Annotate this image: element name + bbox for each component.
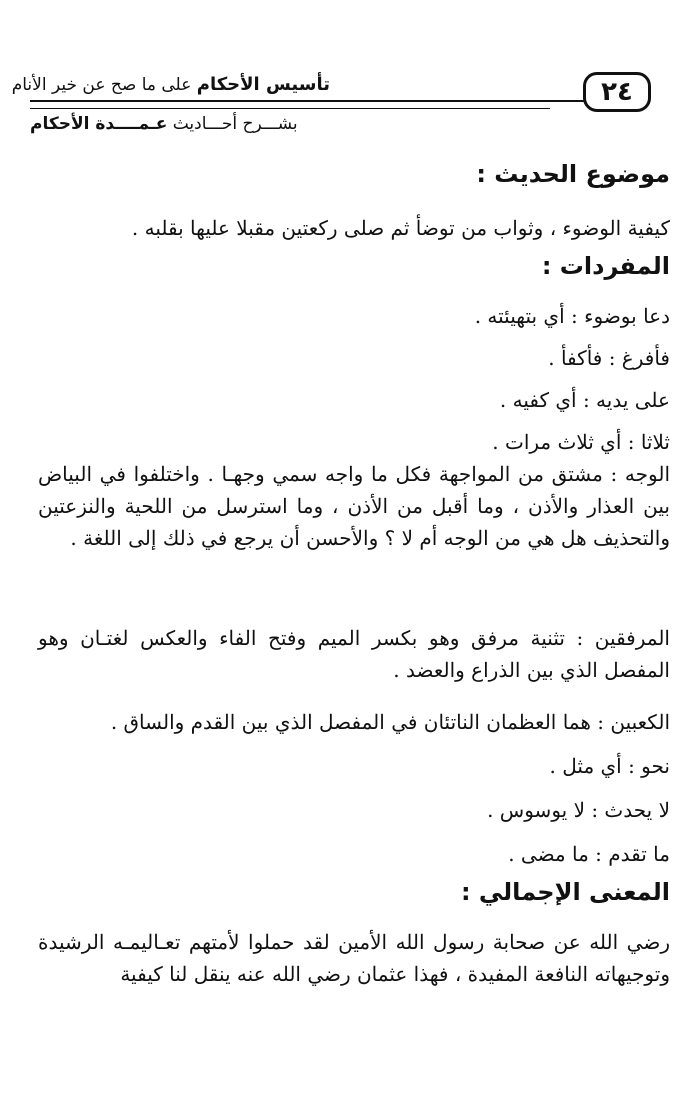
header-rule-mid xyxy=(30,108,550,109)
vocab-item: المرفقين : تثنية مرفق وهو بكسر الميم وفتح الفاء والعكس لغتـان وهو المفصل الذي بين الذراع والعضد . xyxy=(38,626,670,682)
book-subtitle-bold: عـمــــدة الأحكام xyxy=(30,114,168,134)
vocab-item: ما تقدم : ما مضى . xyxy=(508,842,670,866)
page-number: ٢٤ xyxy=(583,72,651,112)
vocab-item: على يديه : أي كفيه . xyxy=(499,388,670,412)
book-subtitle-prefix: بشـــرح أحـــاديث xyxy=(167,114,298,134)
topic-heading: موضوع الحديث : xyxy=(476,160,670,188)
book-title xyxy=(11,74,330,95)
page-header xyxy=(11,70,670,140)
vocab-item: لا يحدث : لا يوسوس . xyxy=(487,798,670,822)
meaning-heading: المعنى الإجمالي : xyxy=(460,878,670,906)
vocab-item: الوجه : مشتق من المواجهة فكل ما واجه سمي وجهـا . واختلفوا في البياض بين العذار والأذن ، وما أقبل من الأذن ، وما استرسل من اللحية والنزعتين والتحذيف هل هي من الوجه أم لا ؟ والأحسن أن يرجع في ذلك إلى اللغة . xyxy=(38,462,670,550)
vocab-item: دعا بوضوء : أي بتهيئته . xyxy=(474,304,670,328)
meaning-text: رضي الله عن صحابة رسول الله الأمين لقد حملوا لأمتهم تعـاليمـه الرشيدة وتوجيهاته النافعة المفيدة ، فهذا عثمان رضي الله عنه ينقل لنا كيفية xyxy=(38,930,670,986)
vocab-item: الكعبين : هما العظمان الناتئان في المفصل الذي بين القدم والساق . xyxy=(110,710,670,734)
header-rule-top xyxy=(30,100,585,102)
vocab-item: ثلاثا : أي ثلاث مرات . xyxy=(492,430,670,454)
vocab-item: نحو : أي مثل . xyxy=(549,754,670,778)
topic-text: كيفية الوضوء ، وثواب من توضأ ثم صلى ركعتين مقبلا عليها بقلبه . xyxy=(131,216,670,240)
book-title-bold: تأسيس الأحكام xyxy=(196,74,330,95)
book-subtitle xyxy=(30,114,350,134)
vocab-heading: المفردات : xyxy=(541,252,670,280)
vocab-item: فأفرغ : فأكفأ . xyxy=(548,346,670,370)
book-title-rest: على ما صح عن خير الأنام xyxy=(11,75,197,95)
